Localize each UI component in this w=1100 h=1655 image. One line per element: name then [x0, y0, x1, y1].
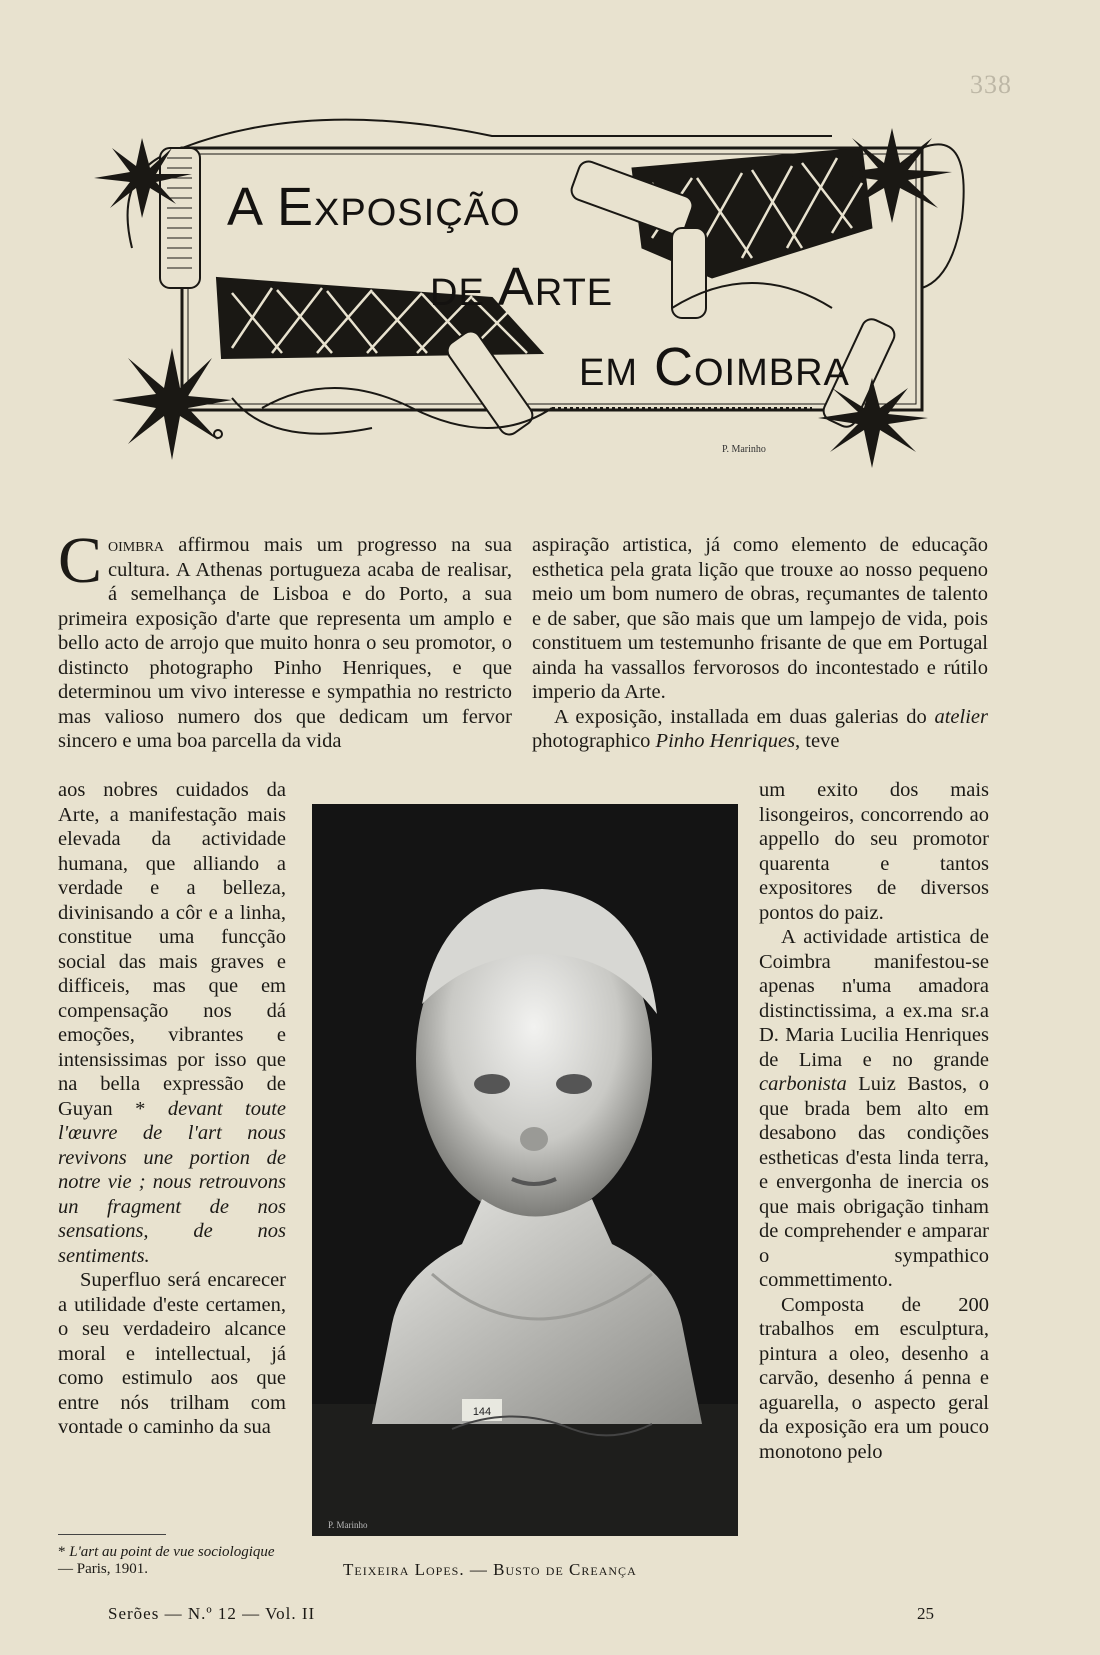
- photo-caption: Teixeira Lopes. — Busto de Creança: [343, 1560, 637, 1579]
- paragraph-actividade: [759, 925, 989, 1293]
- text-fragment: A actividade artistica de Coimbra manifestou-se apenas n'uma amadora distinctissima, a ex.ma sr.a D. Maria Lucilia Henriques de Lima e no grande: [759, 926, 989, 1071]
- atelier-term: atelier: [934, 705, 988, 728]
- left-column-narrow: [58, 778, 286, 1440]
- child-bust-icon: [312, 804, 738, 1536]
- paragraph-exposicao: [532, 705, 988, 754]
- right-column-top: [532, 533, 988, 754]
- footnote-text: L'art au point de vue sociologique: [69, 1544, 275, 1560]
- footnote-rule: [58, 1534, 166, 1535]
- text-fragment: , teve: [795, 730, 840, 752]
- journal-footer: Serões — N.º 12 — Vol. II: [108, 1604, 316, 1623]
- bust-photograph: [312, 804, 738, 1536]
- title-line-1: A Exposição: [227, 177, 521, 237]
- footer-page-number: 25: [917, 1604, 934, 1623]
- paragraph-aspiracao: aspiração artistica, já como elemento de educação esthetica pela grata lição que trouxe ao nosso pequeno meio um bom numero de obras, reçumantes de talento e de saber, que são mais que um lampejo de vida, pois constituem um testemunho frisante de que em Portugal ainda ha vassallos fervorosos do incontestado e rútilo imperio da Arte.: [532, 534, 988, 703]
- paragraph-composta: Composta de 200 trabalhos em esculptura, pintura a oleo, desenho a carvão, desenho á penna e aguarella, o aspecto geral da exposição era um pouco monotono pelo: [759, 1293, 989, 1463]
- artist-signature: P. Marinho: [722, 444, 766, 455]
- tag-number: 144: [472, 1406, 492, 1418]
- footnote: [58, 1544, 288, 1578]
- right-column-narrow: [759, 778, 989, 1464]
- drop-cap: C: [58, 524, 103, 597]
- text-fragment: photographico: [532, 730, 656, 752]
- intro-text: affirmou mais um progresso na sua cultura. A Athenas portugueza acaba de realisar, á semelhança de Lisboa e do Porto, a sua primeira exposição d'arte que representa um amplo e bello acto de arrojo que muito honra o seu promotor, o distincto photographo Pinho Henriques, e que determinou um vivo interesse e sympathia no restricto mas valioso numero dos que dedicam um fervor sincero e uma boa parcella da vida: [58, 534, 512, 752]
- title-ornament: [72, 108, 972, 480]
- carbonista-term: carbonista: [759, 1073, 847, 1095]
- footnote-marker: *: [58, 1544, 66, 1560]
- page-number: 338: [970, 70, 1012, 99]
- left-column-intro: [58, 524, 512, 754]
- text-fragment: aos nobres cuidados da Arte, a manifestação mais elevada da actividade humana, que alliando a verdade e a belleza, divinisando a côr e a linha, constitue uma funcção social das mais graves e difficeis, mas que em compensação nos dá emoções, vibrantes e intensissimas por isso que na bella expressão de Guyan *: [58, 779, 286, 1120]
- intro-paragraph: [58, 524, 512, 754]
- title-line-3: em Coimbra: [579, 337, 850, 397]
- guyau-quote: devant toute l'œuvre de l'art nous revivons une portion de notre vie ; nous retrouvons un fragment de nos sensations, de nos sentiments.: [58, 1097, 286, 1267]
- paragraph-arte: [58, 778, 286, 1268]
- text-fragment: Luiz Bastos, o que brada bem alto em desabono das condições estheticas d'esta linda terra, e envergonha de inercia os que mais obrigação tinham de comprehender e amparar o sympathico commettimento.: [759, 1073, 989, 1291]
- lead-word: oimbra: [108, 534, 165, 556]
- pinho-henriques-name: Pinho Henriques: [655, 730, 796, 752]
- footnote-suffix: — Paris, 1901.: [58, 1561, 148, 1577]
- photographer-mark: P. Marinho: [328, 1520, 368, 1530]
- title-line-2: de Arte: [430, 257, 614, 317]
- text-fragment: A exposição, installada em duas galerias do: [554, 705, 935, 728]
- paragraph-superfluo: Superfluo será encarecer a utilidade d'este certamen, o seu verdadeiro alcance moral e intellectual, já como estimulo aos que entre nós trilham com vontade o caminho da sua: [58, 1269, 286, 1438]
- paragraph-exito: um exito dos mais lisongeiros, concorrendo ao appello do seu promotor quarenta e tantos expositores de diversos pontos do paiz.: [759, 779, 989, 924]
